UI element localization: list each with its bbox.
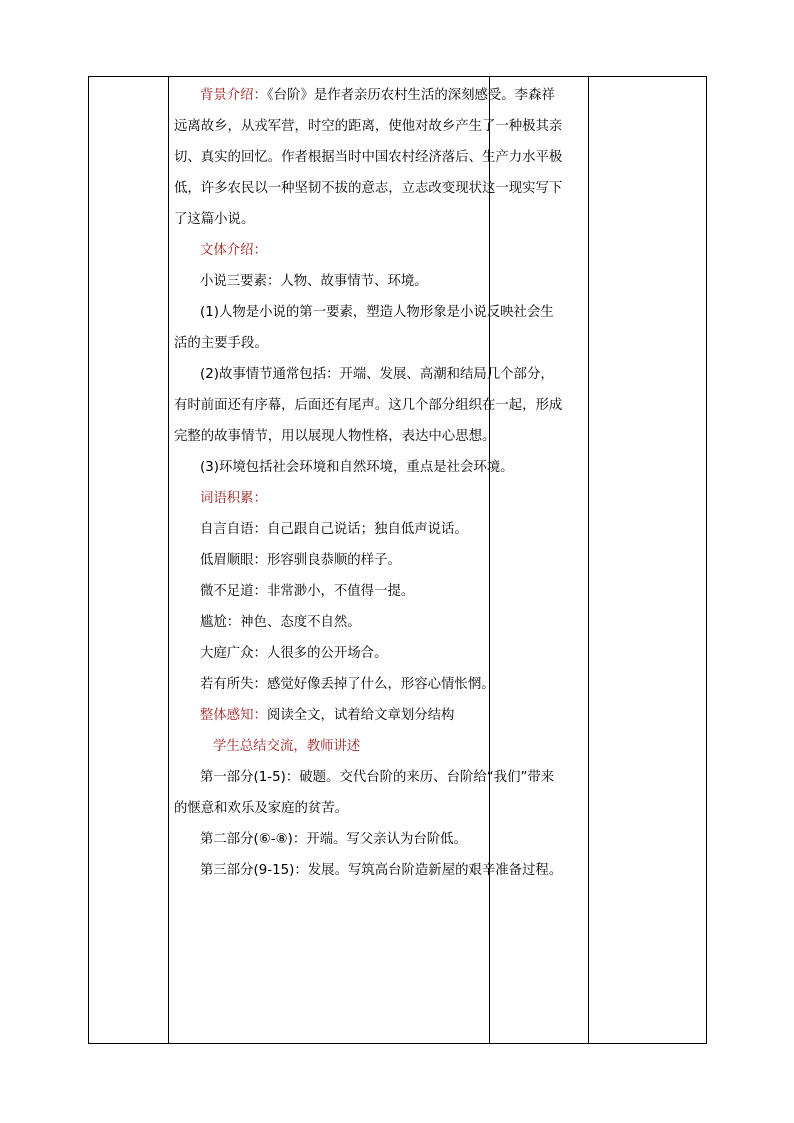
genre-intro: 小说三要素：人物、故事情节、环境。 bbox=[200, 274, 428, 289]
genre-label: 文体介绍： bbox=[200, 243, 267, 258]
overall-subhead: 学生总结交流，教师讲述 bbox=[213, 739, 361, 754]
overall-text: 阅读全文，试着给文章划分结构 bbox=[266, 708, 455, 723]
genre-point: (2)故事情节通常包括：开端、发展、高潮和结局几个部分，有时前面还有序幕，后面还有尾声。这几个部分组织在一起，形成完整的故事情节，用以展现人物性格，表达中心思想。 bbox=[174, 367, 563, 444]
vocab-item: 大庭广众：人很多的公开场合。 bbox=[200, 646, 388, 661]
vocab-item: 尴尬：神色、态度不自然。 bbox=[200, 615, 361, 630]
genre-point: (1)人物是小说的第一要素，塑造人物形象是小说反映社会生活的主要手段。 bbox=[174, 305, 554, 351]
vocab-item: 低眉顺眼：形容驯良恭顺的样子。 bbox=[200, 553, 401, 568]
vocab-item: 微不足道：非常渺小，不值得一提。 bbox=[200, 584, 415, 599]
lesson-table bbox=[88, 76, 707, 1044]
background-label: 背景介绍： bbox=[200, 88, 267, 103]
structure-part: 第二部分(⑥-⑧)：开端。写父亲认为台阶低。 bbox=[200, 832, 467, 847]
vocab-item: 自言自语：自己跟自己说话；独自低声说话。 bbox=[200, 522, 468, 537]
genre-point: (3)环境包括社会环境和自然环境，重点是社会环境。 bbox=[200, 460, 514, 475]
background-paragraph bbox=[174, 80, 565, 235]
overall-paragraph bbox=[174, 700, 565, 731]
lesson-content-cell bbox=[169, 77, 569, 886]
structure-part: 第一部分(1-5)：破题。交代台阶的来历、台阶给“我们”带来的惬意和欢乐及家庭的贫苦。 bbox=[174, 770, 555, 816]
overall-label: 整体感知： bbox=[200, 708, 267, 723]
structure-part: 第三部分(9-15)：发展。写筑高台阶造新屋的艰辛准备过程。 bbox=[200, 863, 563, 878]
column-divider-3 bbox=[588, 77, 589, 1043]
vocab-label: 词语积累： bbox=[200, 491, 267, 506]
background-text: 《台阶》是作者亲历农村生活的深刻感受。李森祥远离故乡，从戎军营，时空的距离，使他对故乡产生了一种极其亲切、真实的回忆。作者根据当时中国农村经济落后、生产力水平极低，许多农民以一种坚韧不拔的意志，立志改变现状这一现实写下了这篇小说。 bbox=[174, 88, 563, 227]
vocab-item: 若有所失：感觉好像丢掉了什么，形容心情怅惘。 bbox=[200, 677, 495, 692]
